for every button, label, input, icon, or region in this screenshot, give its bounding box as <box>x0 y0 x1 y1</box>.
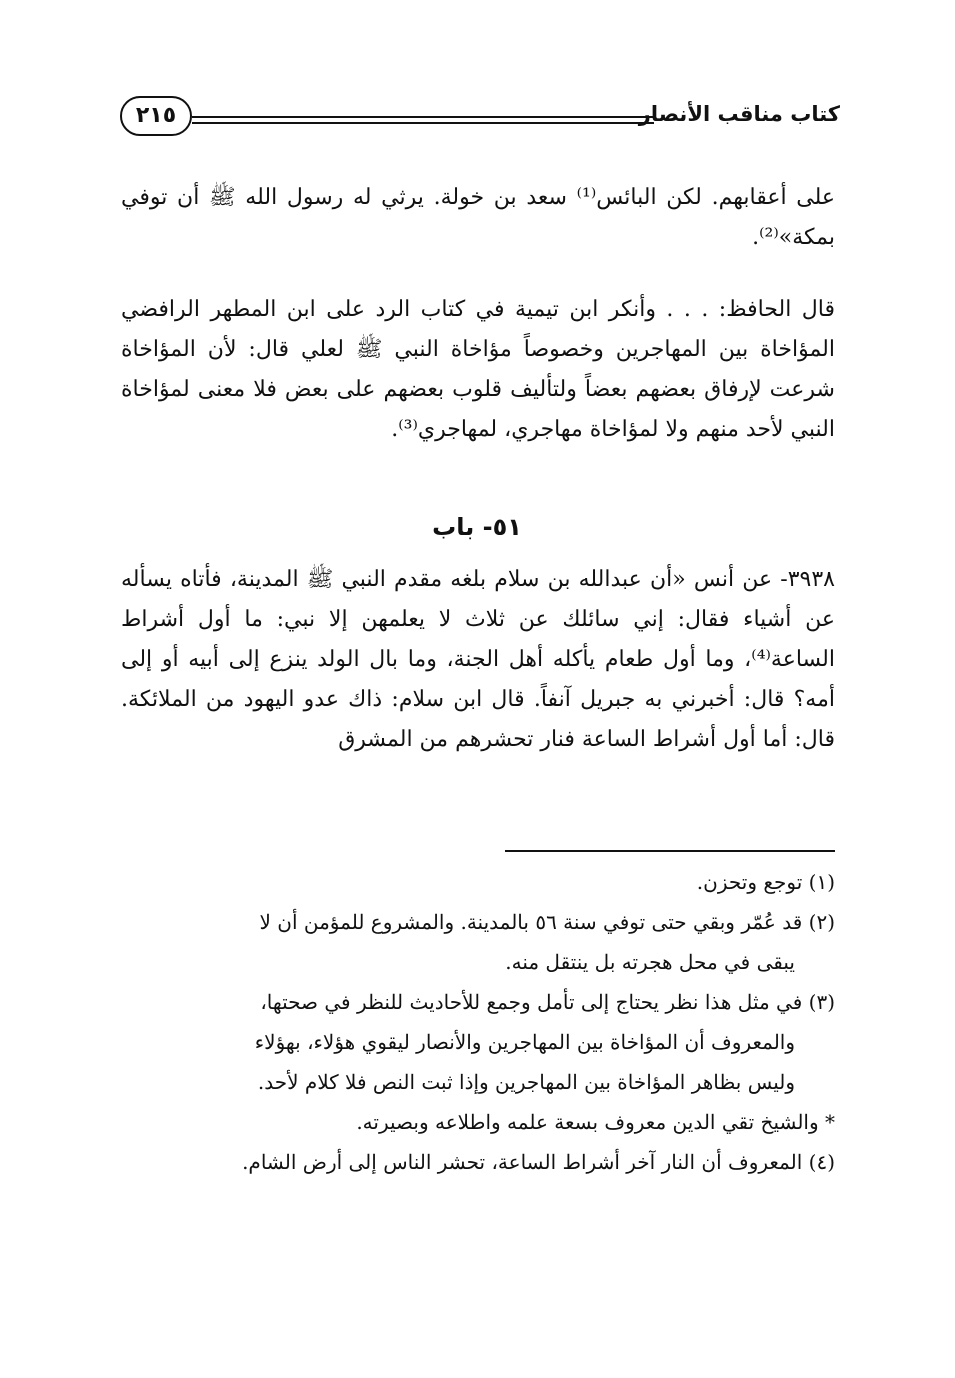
paragraph-1-text: على أعقابهم. لكن البائس⁽¹⁾ سعد بن خولة. يرثي له رسول الله ﷺ أن توفي بمكة»⁽²⁾. <box>121 185 836 250</box>
footnotes <box>121 862 835 1182</box>
footnote-2-line-2: يبقى في محل هجرته بل ينتقل منه. <box>505 950 795 974</box>
page-header <box>120 96 840 144</box>
hadith-text: ٣٩٣٨- عن أنس «أن عبدالله بن سلام بلغه مقدم النبي ﷺ المدينة، فأتاه يسأله عن أشياء فقال: إني سائلك عن ثلاث لا يعلمهن إلا نبي: ما أول أشراط الساعة⁽⁴⁾، وما أول طعام يأكله أهل الجنة، وما بال الولد ينزع إلى أبيه أو إلى أمه؟ قال: أخبرني به جبريل آنفاً. قال ابن سلام: ذاك عدو اليهود من الملائكة. قال: أما أول أشراط الساعة فنار تحشرهم من المشرق <box>121 567 835 752</box>
footnote-separator <box>505 850 835 852</box>
footnote-3-line-2: والمعروف أن المؤاخاة بين المهاجرين والأنصار ليقوي هؤلاء، بهؤلاء <box>254 1030 795 1054</box>
footnote-3 <box>121 982 835 1102</box>
paragraph-2-text: قال الحافظ: . . . وأنكر ابن تيمية في كتاب الرد على ابن المطهر الرافضي المؤاخاة بين المهاجرين وخصوصاً مؤاخاة النبي ﷺ لعلي قال: لأن المؤاخاة شرعت لإرفاق بعضهم بعضاً ولتأليف قلوب بعضهم على بعض فلا معنى لمؤاخاة النبي لأحد منهم ولا لمؤاخاة مهاجري، لمهاجري⁽³⁾. <box>121 297 835 442</box>
footnote-3-line-1: (٣) في مثل هذا نظر يحتاج إلى تأمل وجمع للأحاديث للنظر في صحتها، <box>260 990 835 1014</box>
footnote-2 <box>121 902 835 982</box>
running-title: كتاب مناقب الأنصار <box>638 102 840 126</box>
hadith-paragraph <box>121 560 835 760</box>
footnote-3-line-3: وليس بظاهر المؤاخاة بين المهاجرين وإذا ثبت النص فلا كلام لأحد. <box>257 1070 795 1094</box>
paragraph-2 <box>121 290 835 450</box>
footnote-1: (١) توجع وتحزن. <box>696 870 835 894</box>
footnote-4: (٤) المعروف أن النار آخر أشراط الساعة، تحشر الناس إلى أرض الشام. <box>242 1150 835 1174</box>
footnote-star-note: * والشيخ تقي الدين معروف بسعة علمه واطلاعه وبصيرته. <box>356 1110 835 1134</box>
footnote-2-line-1: (٢) قد عُمّر وبقي حتى توفي سنة ٥٦ بالمدينة. والمشروع للمؤمن أن لا <box>259 910 835 934</box>
page-number: ٢١٥ <box>120 96 192 136</box>
paragraph-1 <box>121 178 835 258</box>
header-rule <box>192 116 654 124</box>
chapter-heading: ٥١- باب <box>432 513 522 541</box>
